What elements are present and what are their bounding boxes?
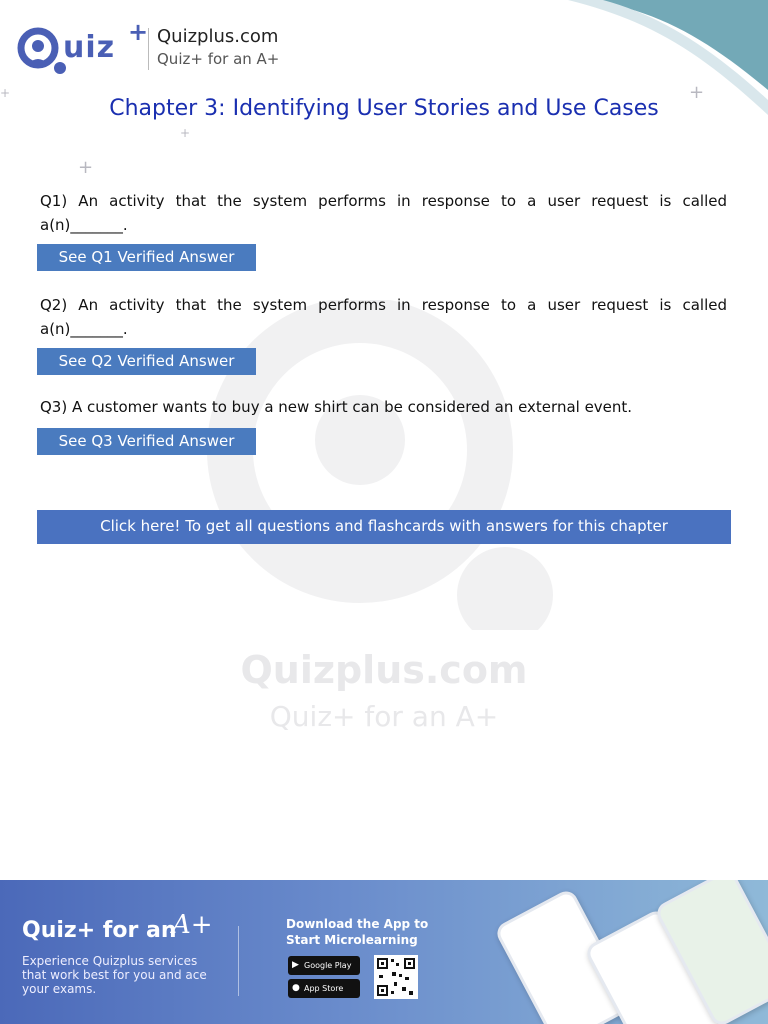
question-3: Q3) A customer wants to buy a new shirt can be considered an external event. [40, 398, 633, 416]
play-store-icon: ▶ [292, 960, 299, 970]
logo-plus: + [128, 18, 149, 46]
question-2: Q2) An activity that the system performs in response to a user request is called a(n)_______. [40, 296, 727, 338]
question-1: Q1) An activity that the system performs in response to a user request is called a(n)_______. [40, 192, 727, 234]
qr-code-icon[interactable] [374, 955, 418, 999]
sparkle-icon: + [689, 82, 705, 103]
footer-grade: A+ [172, 910, 213, 940]
footer-divider [238, 926, 239, 996]
promo-footer [0, 880, 768, 1024]
sparkle-icon: + [180, 126, 191, 140]
sparkle-icon: + [0, 86, 11, 100]
all-questions-cta-button[interactable]: Click here! To get all questions and flashcards with answers for this chapter [37, 510, 731, 544]
app-store-button[interactable] [288, 979, 360, 998]
app-store-label: App Store [304, 984, 344, 993]
logo-wordmark: uiz [63, 30, 116, 65]
chapter-title: Chapter 3: Identifying User Stories and Use Cases [109, 96, 659, 121]
apple-icon: ● [292, 983, 300, 993]
q2-answer-button[interactable]: See Q2 Verified Answer [37, 348, 256, 375]
q3-answer-button[interactable]: See Q3 Verified Answer [37, 428, 256, 455]
sparkle-icon: + [78, 157, 94, 178]
download-prompt: Download the App to Start Microlearning [286, 917, 429, 947]
watermark-tagline: Quiz+ for an A+ [269, 700, 499, 733]
google-play-label: Google Play [304, 961, 352, 970]
brand-tagline: Quiz+ for an A+ [157, 50, 280, 68]
q1-answer-button[interactable]: See Q1 Verified Answer [37, 244, 256, 271]
footer-title: Quiz+ for an [22, 918, 177, 943]
footer-description: Experience Quizplus services that work best for you and ace your exams. [22, 954, 207, 996]
watermark-site: Quizplus.com [240, 648, 528, 692]
brand-divider [148, 28, 149, 70]
brand-name[interactable]: Quizplus.com [157, 26, 279, 47]
google-play-button[interactable] [288, 956, 360, 975]
